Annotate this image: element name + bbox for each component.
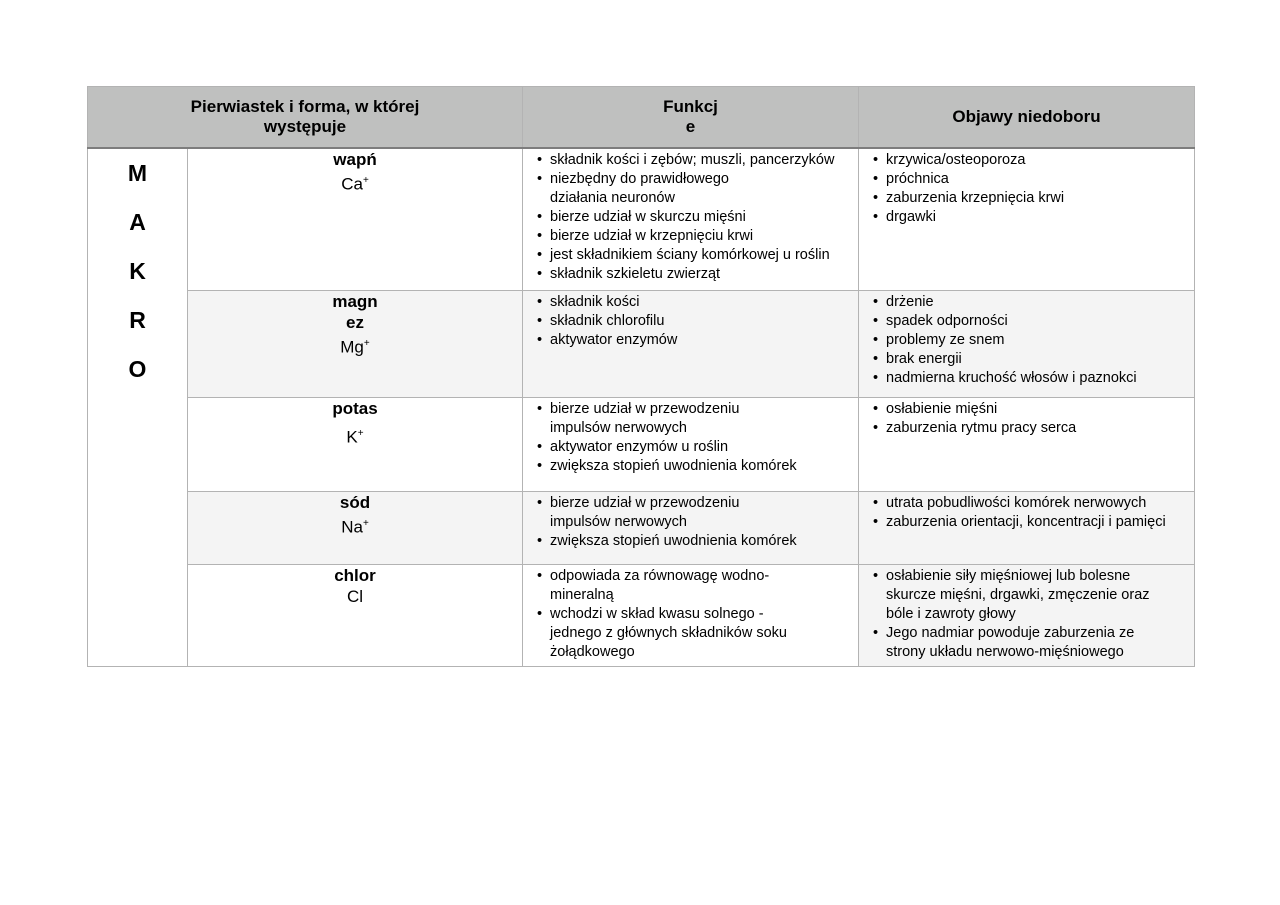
functions-cell (523, 291, 859, 398)
list-item: • odpowiada za równowagę wodno-mineralną (537, 567, 800, 605)
list-item: • bierze udział w przewodzeniu impulsów nerwowych (537, 494, 765, 532)
list-item: • nadmierna kruchość włosów i paznokci (873, 369, 1190, 388)
functions-cell (523, 565, 859, 667)
element-cell (188, 398, 523, 492)
symptoms-cell (859, 492, 1195, 565)
list-item: • bierze udział w krzepnięciu krwi (537, 227, 854, 246)
list-item: • osłabienie mięśni (873, 400, 1190, 419)
element-form: Ca+ (341, 174, 369, 194)
list-item: • problemy ze snem (873, 331, 1190, 350)
header-element-form: Pierwiastek i forma, w której występuje (88, 87, 523, 149)
list-item: • bierze udział w przewodzeniu impulsów nerwowych (537, 400, 765, 438)
header-row (88, 87, 1195, 149)
list-item: • Jego nadmiar powoduje zaburzenia ze strony układu nerwowo-mięśniowego (873, 624, 1171, 662)
functions-cell (523, 492, 859, 565)
list-item: • składnik szkieletu zwierząt (537, 265, 854, 284)
list-item: • jest składnikiem ściany komórkowej u roślin (537, 246, 854, 265)
list-item: • próchnica (873, 170, 1190, 189)
list-item: • drżenie (873, 293, 1190, 312)
element-name: magnez (332, 292, 378, 332)
list-item: • składnik chlorofilu (537, 312, 854, 331)
macroelements-table (87, 86, 1195, 667)
element-form: Cl (346, 587, 364, 606)
list-item: • krzywica/osteoporoza (873, 151, 1190, 170)
table-row (88, 291, 1195, 398)
symptoms-cell (859, 148, 1195, 291)
table-row (88, 398, 1195, 492)
element-name: sód (339, 493, 371, 512)
header-functions: Funkcje (523, 87, 859, 149)
symptoms-cell (859, 565, 1195, 667)
element-name: wapń (333, 150, 377, 169)
list-item: • niezbędny do prawidłowego działania neuronów (537, 170, 745, 208)
element-name: potas (332, 399, 378, 418)
element-form: K+ (346, 427, 364, 447)
element-form: Mg+ (340, 337, 370, 357)
list-item: • brak energii (873, 350, 1190, 369)
element-name: chlor (334, 566, 376, 585)
header-symptoms: Objawy niedoboru (859, 87, 1195, 149)
list-item: • drgawki (873, 208, 1190, 227)
symptoms-cell (859, 291, 1195, 398)
list-item: • składnik kości (537, 293, 854, 312)
list-item: • aktywator enzymów (537, 331, 854, 350)
table-row (88, 492, 1195, 565)
list-item: • osłabienie siły mięśniowej lub bolesne skurcze mięśni, drgawki, zmęczenie oraz bóle i zawroty głowy (873, 567, 1176, 624)
list-item: • zaburzenia orientacji, koncentracji i pamięci (873, 513, 1190, 532)
symptoms-cell (859, 398, 1195, 492)
list-item: • zaburzenia krzepnięcia krwi (873, 189, 1190, 208)
table-row (88, 565, 1195, 667)
table-row (88, 148, 1195, 291)
functions-cell (523, 148, 859, 291)
list-item: • składnik kości i zębów; muszli, pancerzyków (537, 151, 854, 170)
list-item: • zwiększa stopień uwodnienia komórek (537, 457, 854, 476)
element-cell (188, 492, 523, 565)
element-cell (188, 565, 523, 667)
element-cell (188, 291, 523, 398)
list-item: • bierze udział w skurczu mięśni (537, 208, 854, 227)
element-cell (188, 148, 523, 291)
list-item: • spadek odporności (873, 312, 1190, 331)
list-item: • utrata pobudliwości komórek nerwowych (873, 494, 1190, 513)
list-item: • aktywator enzymów u roślin (537, 438, 854, 457)
group-label-makro: M A K R O (88, 148, 188, 667)
element-form: Na+ (341, 517, 369, 537)
functions-cell (523, 398, 859, 492)
list-item: • zaburzenia rytmu pracy serca (873, 419, 1190, 438)
list-item: • zwiększa stopień uwodnienia komórek (537, 532, 854, 551)
list-item: • wchodzi w skład kwasu solnego - jednego z głównych składników soku żołądkowego (537, 605, 815, 662)
